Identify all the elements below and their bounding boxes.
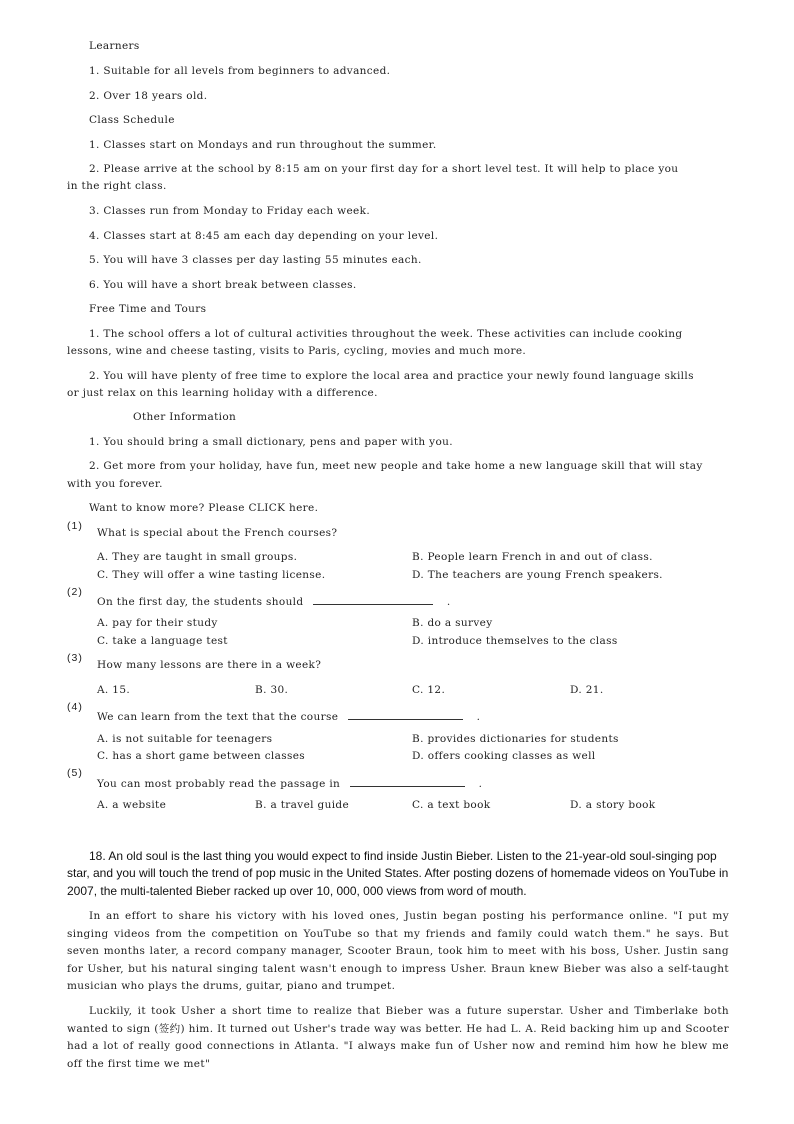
passage-18-paragraph-1-text: In an effort to share his victory with his loved ones, Justin began posting his performance online. "I put my singing videos from the competition on YouTube so that my friends and family could watch them." he says. But seven months later, a record company manager, Scooter Braun, took him to meet with his boss, Usher. Justin sang for Usher, but his natural singing talent wasn't enough to impress Usher. Braun knew Bieber was also a self-taught musician who plays the drums, guitar, piano and trumpet. xyxy=(67,910,729,992)
question-number: (4) xyxy=(67,701,83,713)
question-5-stem xyxy=(97,775,482,790)
free-time-item-2-line1: 2. You will have plenty of free time to explore the local area and practice your newly found language skills xyxy=(89,370,694,382)
question-4-option-c[interactable]: C. has a short game between classes xyxy=(97,750,306,762)
click-here-link[interactable]: Want to know more? Please CLICK here. xyxy=(89,502,319,514)
schedule-item-2-line1: 2. Please arrive at the school by 8:15 am on your first day for a short level test. It will help to place you xyxy=(89,163,679,175)
question-3-option-c[interactable]: C. 12. xyxy=(412,684,446,696)
learners-item-1: 1. Suitable for all levels from beginners to advanced. xyxy=(89,65,391,77)
answer-blank[interactable] xyxy=(348,708,463,720)
other-item-2-line2: with you forever. xyxy=(67,478,163,490)
question-5-option-d[interactable]: D. a story book xyxy=(570,799,656,811)
learners-heading: Learners xyxy=(89,40,140,52)
schedule-heading: Class Schedule xyxy=(89,114,175,126)
question-2-option-b[interactable]: B. do a survey xyxy=(412,617,493,629)
passage-18-paragraph-1 xyxy=(67,908,729,996)
question-5-period: . xyxy=(478,778,483,790)
question-4-option-a[interactable]: A. is not suitable for teenagers xyxy=(97,733,273,745)
question-4-text: We can learn from the text that the course xyxy=(97,711,339,723)
passage-18-paragraph-2 xyxy=(67,1003,729,1073)
free-time-item-1-line2: lessons, wine and cheese tasting, visits to Paris, cycling, movies and much more. xyxy=(67,345,527,357)
other-item-1: 1. You should bring a small dictionary, pens and paper with you. xyxy=(89,436,453,448)
question-1-option-b[interactable]: B. People learn French in and out of class. xyxy=(412,551,653,563)
question-1-text: What is special about the French courses? xyxy=(97,527,338,539)
question-4-option-d[interactable]: D. offers cooking classes as well xyxy=(412,750,596,762)
question-2-option-a[interactable]: A. pay for their study xyxy=(97,617,218,629)
other-item-2-line1: 2. Get more from your holiday, have fun, meet new people and take home a new language skill that will stay xyxy=(89,460,703,472)
question-2-option-c[interactable]: C. take a language test xyxy=(97,635,228,647)
question-3-text: How many lessons are there in a week? xyxy=(97,659,322,671)
question-2-option-d[interactable]: D. introduce themselves to the class xyxy=(412,635,618,647)
question-3-option-d[interactable]: D. 21. xyxy=(570,684,604,696)
question-1-option-c[interactable]: C. They will offer a wine tasting license. xyxy=(97,569,326,581)
free-time-item-1-line1: 1. The school offers a lot of cultural activities throughout the week. These activities can include cooking xyxy=(89,328,683,340)
schedule-item-4: 4. Classes start at 8:45 am each day depending on your level. xyxy=(89,230,439,242)
question-4-stem xyxy=(97,708,480,723)
question-number: (5) xyxy=(67,767,83,779)
learners-item-2: 2. Over 18 years old. xyxy=(89,90,208,102)
question-5-option-a[interactable]: A. a website xyxy=(97,799,167,811)
question-3-option-a[interactable]: A. 15. xyxy=(97,684,131,696)
passage-18-paragraph-2-text: Luckily, it took Usher a short time to realize that Bieber was a future superstar. Usher and Timberlake both wanted to sign (签约) him. It turned out Usher's trade way was better. He had L. A. Reid backing him up and Scooter had a lot of really good connections in Atlanta. "I always make fun of Usher now and remind him how he blew me off the first time we met" xyxy=(67,1005,729,1070)
schedule-item-3: 3. Classes run from Monday to Friday each week. xyxy=(89,205,371,217)
question-number: (3) xyxy=(67,652,83,664)
question-5-option-c[interactable]: C. a text book xyxy=(412,799,491,811)
schedule-item-2-line2: in the right class. xyxy=(67,180,167,192)
question-5-text: You can most probably read the passage in xyxy=(97,778,341,790)
schedule-item-1: 1. Classes start on Mondays and run throughout the summer. xyxy=(89,139,437,151)
question-1-option-d[interactable]: D. The teachers are young French speakers. xyxy=(412,569,663,581)
question-3-option-b[interactable]: B. 30. xyxy=(255,684,289,696)
schedule-item-6: 6. You will have a short break between classes. xyxy=(89,279,357,291)
free-time-item-2-line2: or just relax on this learning holiday with a difference. xyxy=(67,387,378,399)
passage-18-intro xyxy=(67,848,729,900)
question-2-stem xyxy=(97,593,451,608)
answer-blank[interactable] xyxy=(313,593,433,605)
passage-18-intro-text: 18. An old soul is the last thing you would expect to find inside Justin Bieber. Listen to the 21-year-old soul-singing pop star, and you will touch the trend of pop music in the United States. After posting dozens of homemade videos on YouTube in 2007, the multi-talented Bieber racked up over 10, 000, 000 views from word of mouth. xyxy=(67,849,729,898)
question-number: (1) xyxy=(67,520,83,532)
question-5-option-b[interactable]: B. a travel guide xyxy=(255,799,350,811)
question-2-period: . xyxy=(446,596,451,608)
free-time-heading: Free Time and Tours xyxy=(89,303,207,315)
question-number: (2) xyxy=(67,586,83,598)
question-2-text: On the first day, the students should xyxy=(97,596,304,608)
other-info-heading: Other Information xyxy=(133,411,237,423)
schedule-item-5: 5. You will have 3 classes per day lasting 55 minutes each. xyxy=(89,254,422,266)
question-4-option-b[interactable]: B. provides dictionaries for students xyxy=(412,733,619,745)
question-1-option-a[interactable]: A. They are taught in small groups. xyxy=(97,551,298,563)
answer-blank[interactable] xyxy=(350,775,465,787)
question-4-period: . xyxy=(476,711,481,723)
